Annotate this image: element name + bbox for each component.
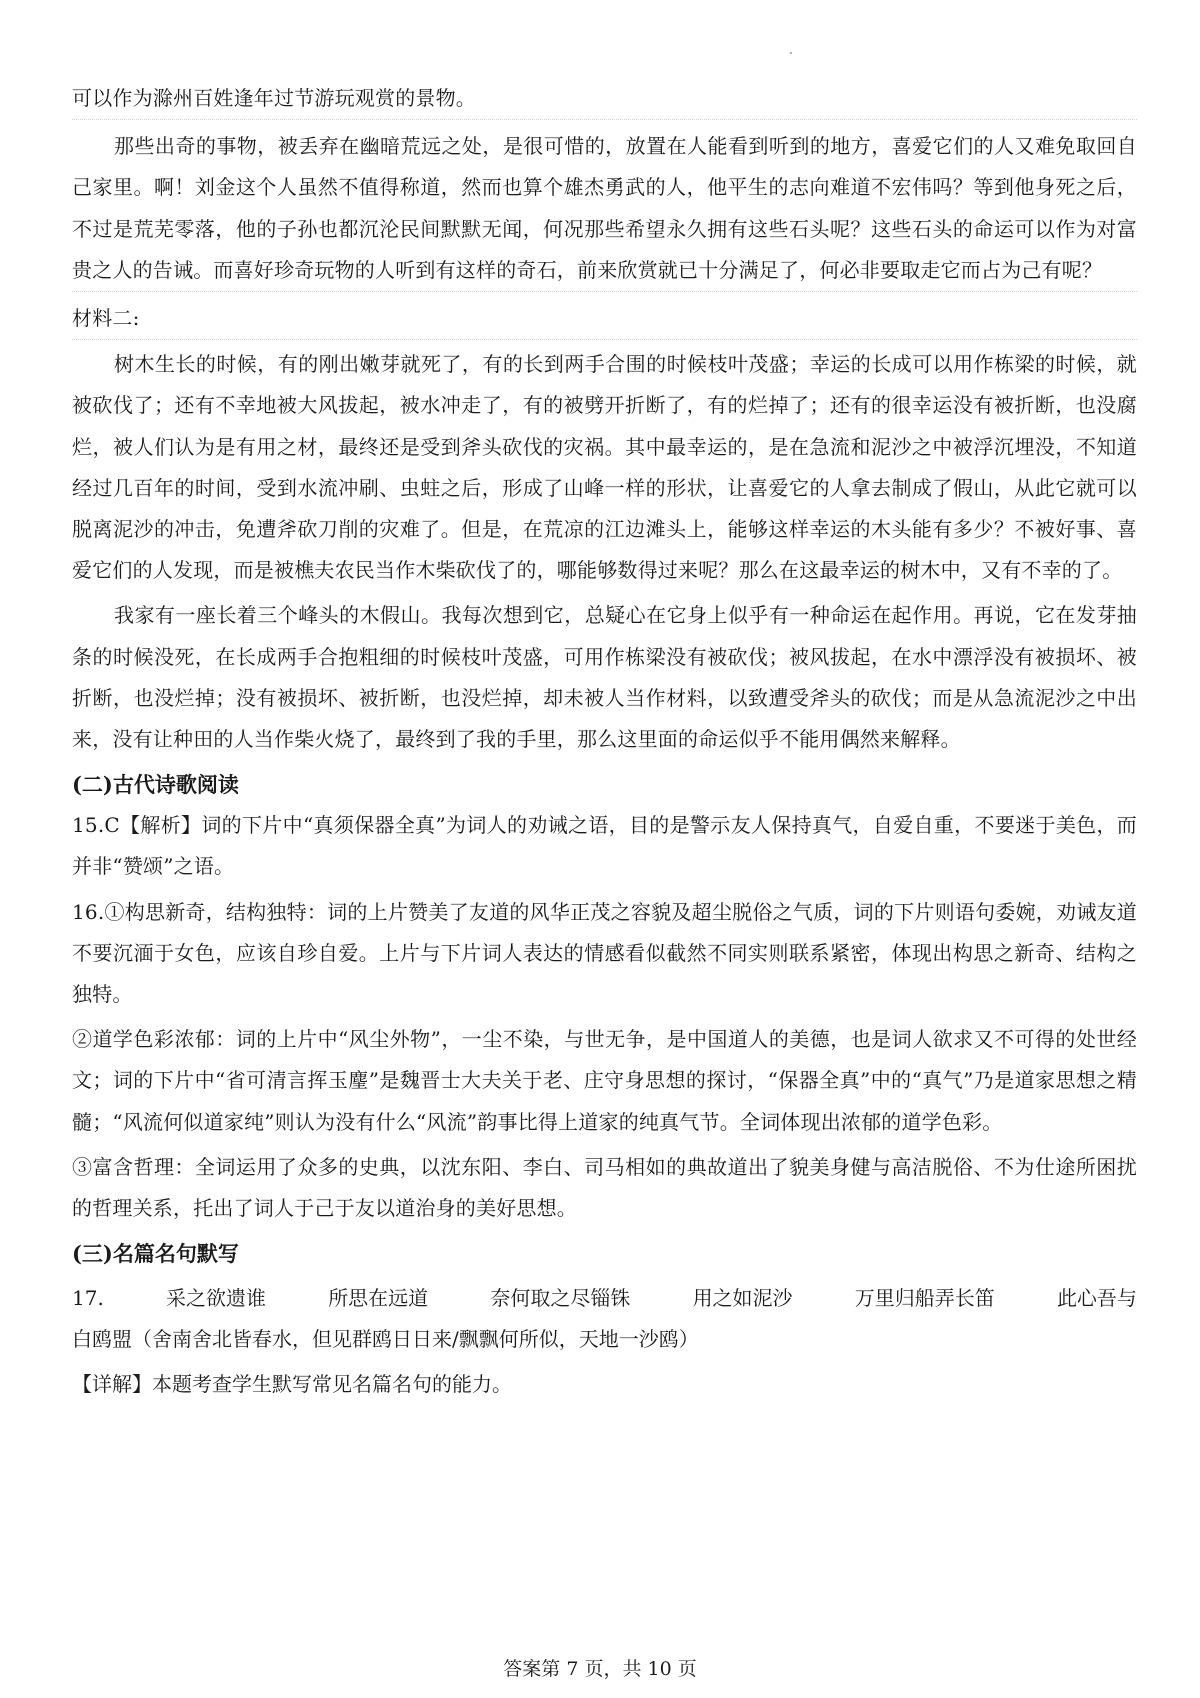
answer-blank-5: 万里归船弄长笛: [854, 1286, 995, 1311]
material1-paragraph: 那些出奇的事物，被丢弃在幽暗荒远之处，是很可惜的，放置在人能看到听到的地方，喜爱它们的人又难免取回自己家里。啊！刘金这个人虽然不值得称道，然而也算个雄杰勇武的人，他平生的志向难道不宏伟吗？等到他身死之后，不过是荒芜零落，他的子孙也都沉沦民间默默无闻，何况那些希望永久拥有这些石头呢？这些石头的命运可以作为对富贵之人的告诫。而喜好珍奇玩物的人听到有这样的奇石，前来欣赏就已十分满足了，何必非要取走它而占为己有呢？: [72, 126, 1137, 292]
answer-blank-1: 采之欲遗谁: [166, 1286, 266, 1311]
question-15: 15.C【解析】词的下片中“真须保器全真”为词人的劝诫之语，目的是警示友人保持真气，自爱自重，不要迷于美色，而并非“赞颂”之语。: [72, 813, 1137, 879]
material1-line0: 可以作为滁州百姓逢年过节游玩观赏的景物。: [72, 78, 1137, 120]
answer-blank-4: 用之如泥沙: [692, 1286, 793, 1311]
question-16-point-3: ③富含哲理：全词运用了众多的史典，以沈东阳、李白、司马相如的典故道出了貌美身健与高洁脱俗、不为仕途所困扰的哲理关系，托出了词人于己于友以道治身的美好思想。: [72, 1154, 1137, 1221]
question-16-point-1: 16.①构思新奇，结构独特：词的上片赞美了友道的风华正茂之容貌及超尘脱俗之气质，词的下片则语句委婉，劝诫友道不要沉湎于女色，应该自珍自爱。上片与下片词人表达的情感看似截然不同实则联系紧密，体现出构思之新奇、结构之独特。: [72, 899, 1137, 1007]
section2-heading: (二)古代诗歌阅读: [72, 772, 239, 798]
question-17-number: 17.: [72, 1286, 104, 1311]
question-17-line-2: 白鸥盟（舍南舍北皆春水，但见群鸥日日来/飘飘何所似，天地一沙鸥）: [72, 1327, 699, 1352]
scan-dot: [790, 52, 792, 54]
question-17-answers: [72, 1278, 1137, 1319]
section3-heading: (三)名篇名句默写: [72, 1241, 239, 1267]
answer-content: [72, 78, 1137, 1405]
question-16-point-2: ②道学色彩浓郁：词的上片中“风尘外物”，一尘不染，与世无争，是中国道人的美德，也是词人欲求又不可得的处世经文；词的下片中“省可清言挥玉麈”是魏晋士大夫关于老、庄守身思想的探讨，“保器全真”中的“真气”乃是道家思想之精髓；“风流何似道家纯”则认为没有什么“风流”韵事比得上道家的纯真气节。全词体现出浓郁的道学色彩。: [72, 1027, 1137, 1134]
answer-blank-3: 奈何取之尽锱铢: [490, 1286, 631, 1311]
material2-paragraph-1: 树木生长的时候，有的刚出嫩芽就死了，有的长到两手合围的时候枝叶茂盛；幸运的长成可以用作栋梁的时候，就被砍伐了；还有不幸地被大风拔起，被水冲走了，有的被劈开折断了，有的烂掉了；还有的很幸运没有被折断，也没腐烂，被人们认为是有用之材，最终还是受到斧头砍伐的灾祸。其中最幸运的，是在急流和泥沙之中被浮沉埋没，不知道经过几百年的时间，受到水流冲刷、虫蛀之后，形成了山峰一样的形状，让喜爱它的人拿去制成了假山，从此它就可以脱离泥沙的冲击，免遭斧砍刀削的灾难了。但是，在荒凉的江边滩头上，能够这样幸运的木头能有多少？不被好事、喜爱它们的人发现，而是被樵夫农民当作木柴砍伐了的，哪能够数得过来呢？那么在这最幸运的树木中，又有不幸的了。: [72, 352, 1137, 583]
answer-blank-2: 所思在远道: [328, 1286, 429, 1311]
question-17-detail: 【详解】本题考查学生默写常见名篇名句的能力。: [72, 1372, 512, 1397]
material2-label: 材料二:: [72, 298, 1137, 340]
page-footer: 答案第 7 页，共 10 页: [503, 1658, 697, 1680]
material2-paragraph-2: 我家有一座长着三个峰头的木假山。我每次想到它，总疑心在它身上似乎有一种命运在起作用。再说，它在发芽抽条的时候没死，在长成两手合抱粗细的时候枝叶茂盛，可用作栋梁没有被砍伐；被风拔起，在水中漂浮没有被损坏、被折断，也没烂掉；没有被损坏、被折断，也没烂掉，却未被人当作材料，以致遭受斧头的砍伐；而是从急流泥沙之中出来，没有让种田的人当作柴火烧了，最终到了我的手里，那么这里面的命运似乎不能用偶然来解释。: [72, 603, 1137, 752]
answer-blank-6: 此心吾与: [1056, 1286, 1137, 1311]
